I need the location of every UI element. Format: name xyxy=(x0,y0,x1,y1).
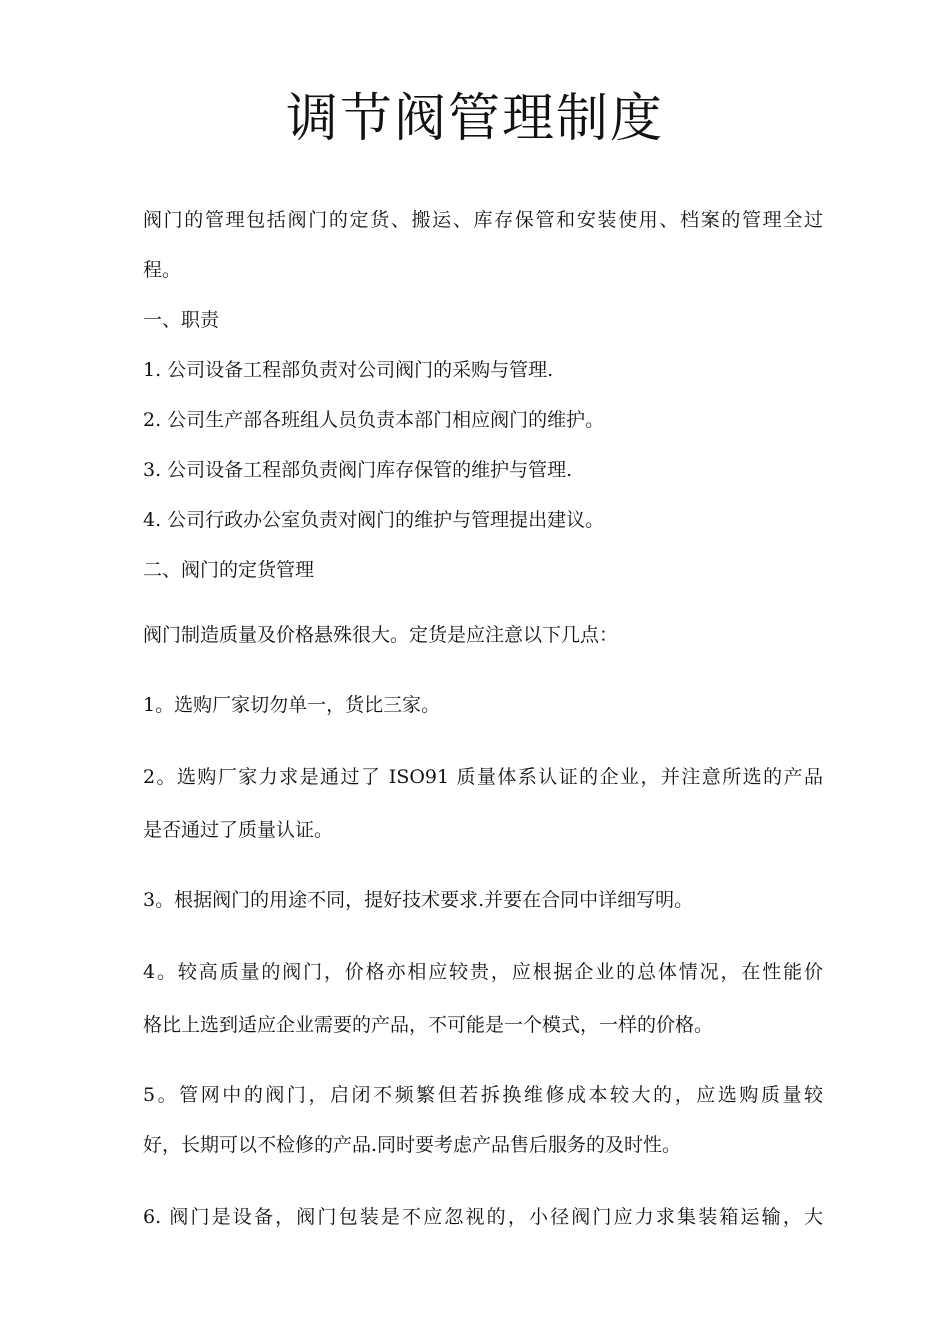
document-title: 调节阀管理制度 xyxy=(285,89,664,149)
paragraph-line: 5。管网中的阀门，启闭不频繁但若拆换维修成本较大的，应选购质量较 xyxy=(143,1084,823,1106)
paragraph-line: 阀门制造质量及价格悬殊很大。定货是应注意以下几点： xyxy=(143,624,619,646)
paragraph-line: 程。 xyxy=(143,259,182,281)
paragraph-line: 2。选购厂家力求是通过了 ISO91 质量体系认证的企业，并注意所选的产品 xyxy=(143,766,823,788)
paragraph-line: 4。较高质量的阀门，价格亦相应较贵，应根据企业的总体情况，在性能价 xyxy=(143,961,823,983)
paragraph-line: 是否通过了质量认证。 xyxy=(143,819,334,841)
paragraph-line: 2. 公司生产部各班组人员负责本部门相应阀门的维护。 xyxy=(143,409,605,431)
paragraph-line: 4. 公司行政办公室负责对阀门的维护与管理提出建议。 xyxy=(143,509,605,531)
paragraph-line: 阀门的管理包括阀门的定货、搬运、库存保管和安装使用、档案的管理全过 xyxy=(143,209,823,231)
paragraph-line: 6. 阀门是设备，阀门包装是不应忽视的，小径阀门应力求集装箱运输，大 xyxy=(143,1206,823,1228)
paragraph-line: 1. 公司设备工程部负责对公司阀门的采购与管理. xyxy=(143,359,554,381)
paragraph-line: 1。选购厂家切勿单一，货比三家。 xyxy=(143,694,441,716)
paragraph-line: 好，长期可以不检修的产品.同时要考虑产品售后服务的及时性。 xyxy=(143,1134,682,1156)
paragraph-line: 3。根据阀门的用途不同，提好技术要求.并要在合同中详细写明。 xyxy=(143,889,694,911)
paragraph-line: 3. 公司设备工程部负责阀门库存保管的维护与管理. xyxy=(143,459,573,481)
section-heading: 一、职责 xyxy=(143,309,220,331)
section-heading: 二、阀门的定货管理 xyxy=(143,559,315,581)
paragraph-line: 格比上选到适应企业需要的产品，不可能是一个模式，一样的价格。 xyxy=(143,1014,714,1036)
